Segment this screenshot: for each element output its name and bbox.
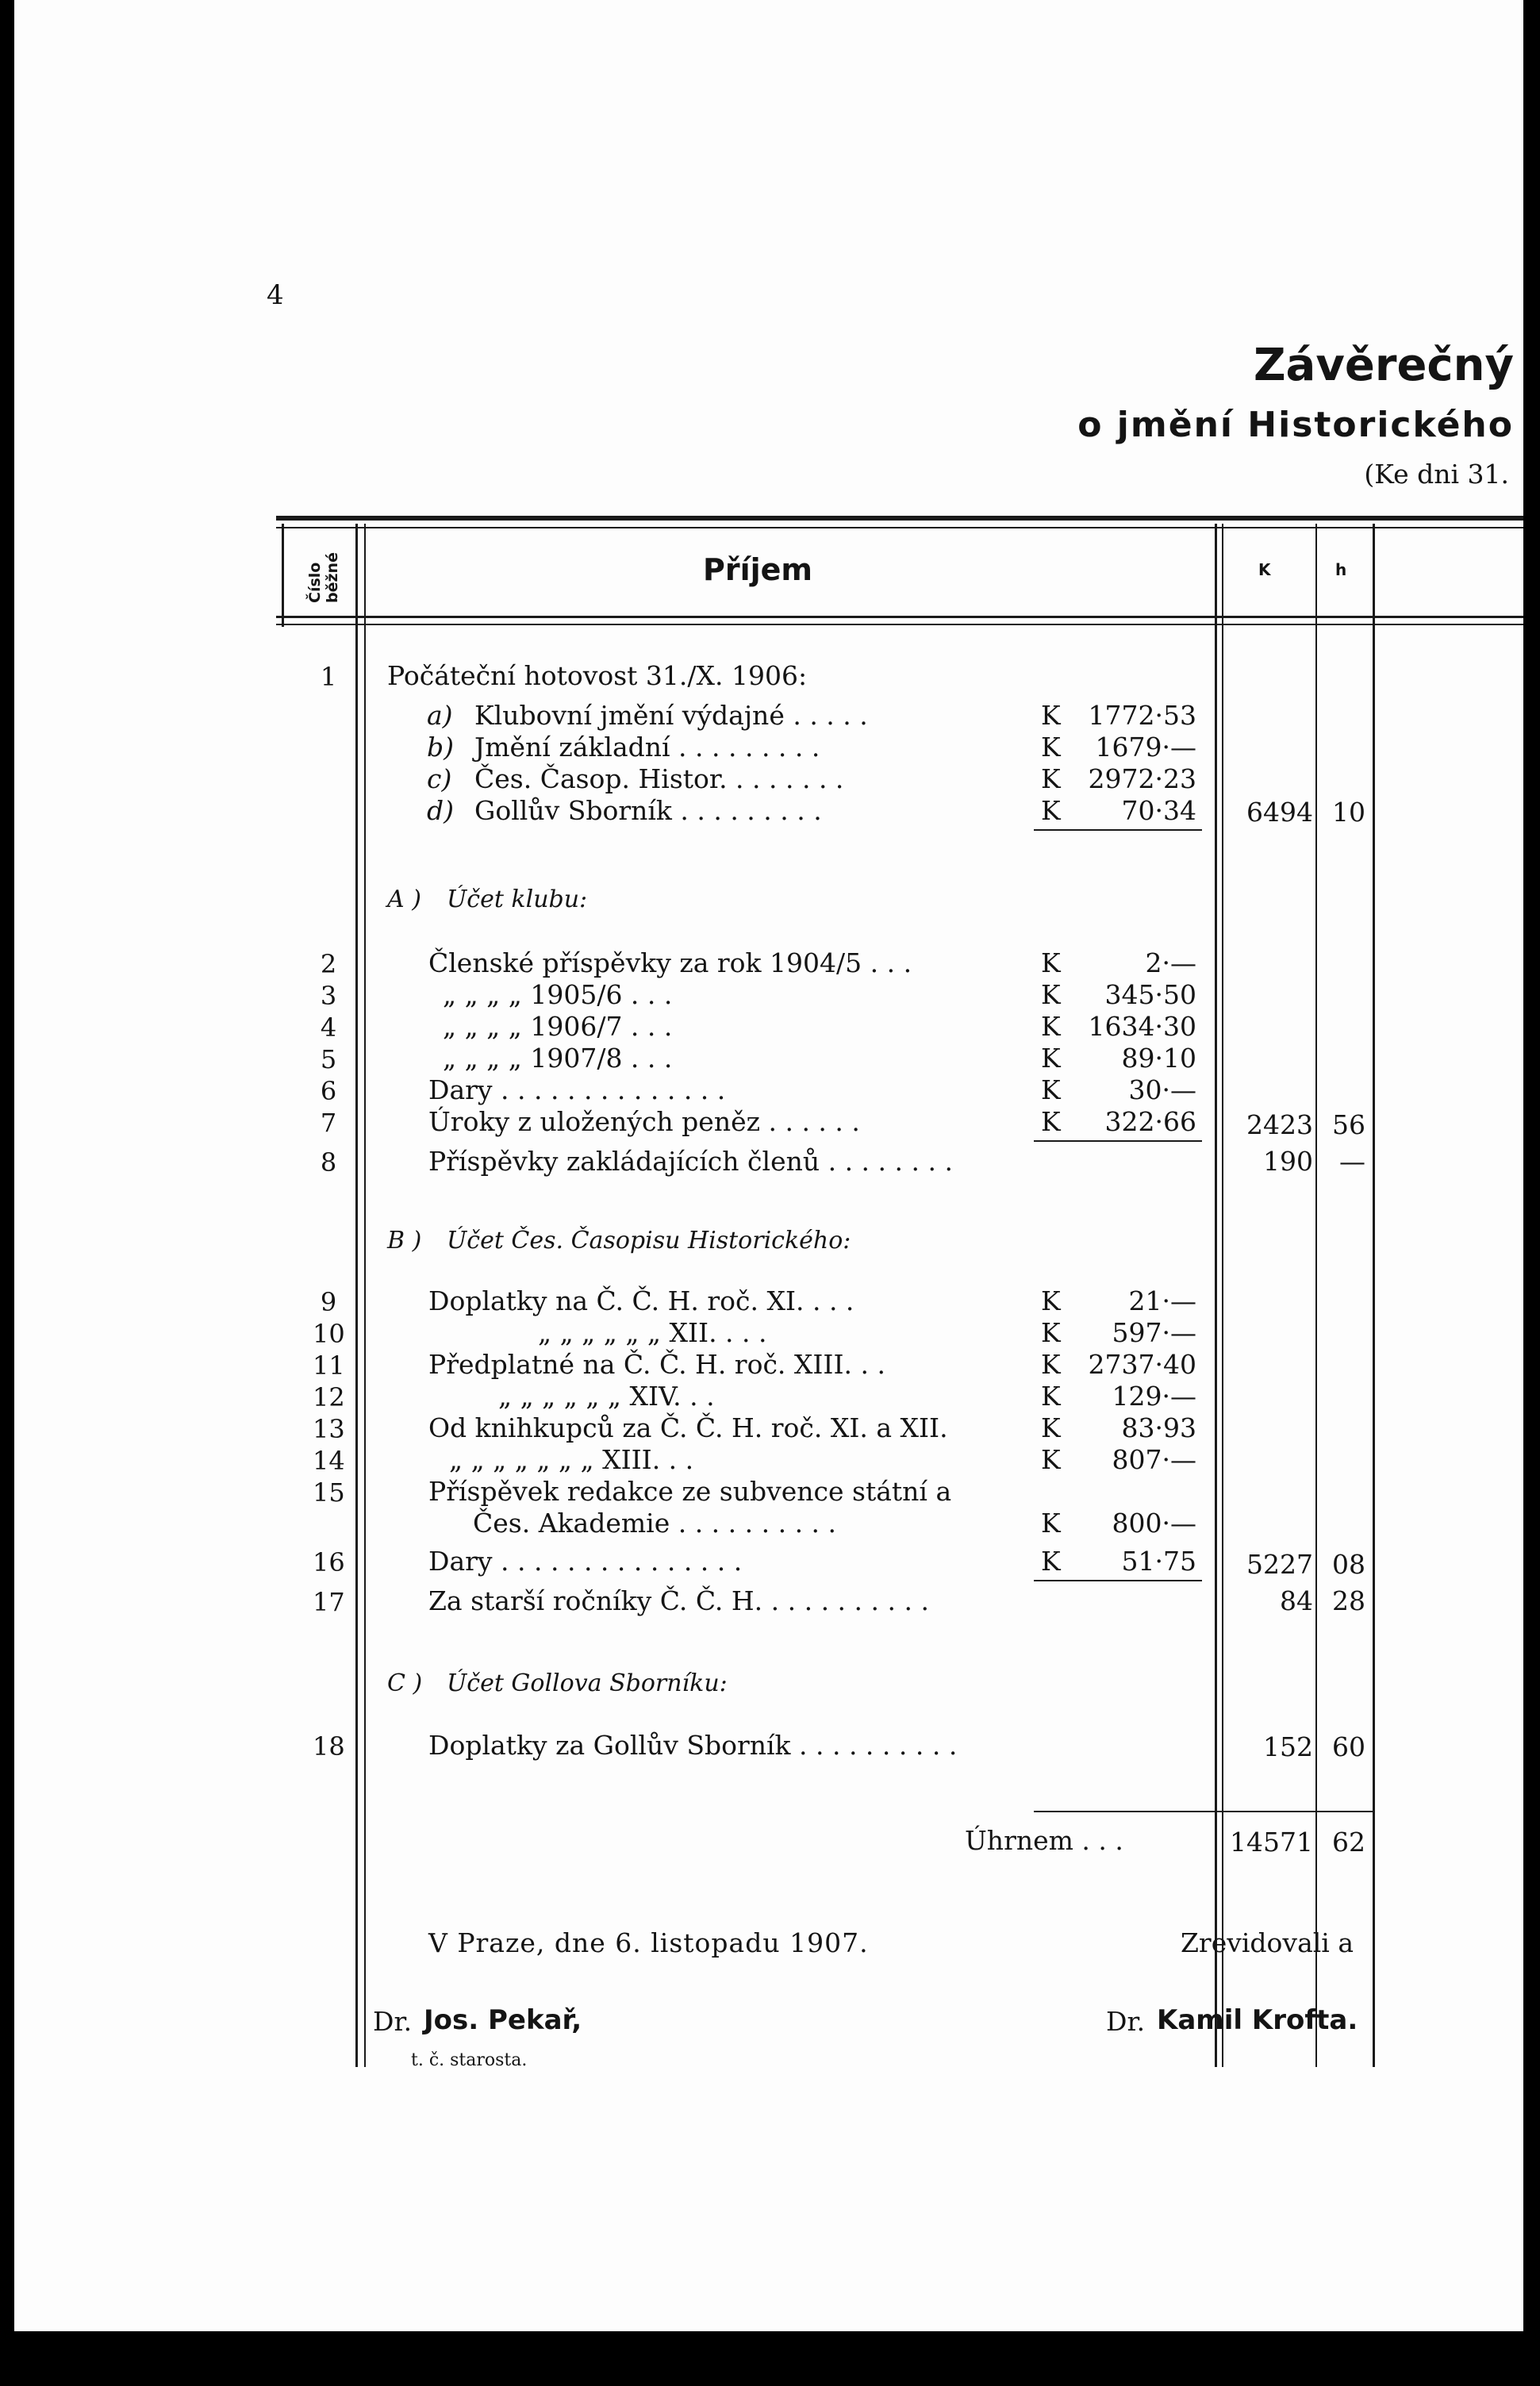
row-text: Doplatky na Č. Č. H. roč. XI. . . .	[428, 1285, 854, 1316]
row-amount: 345·50	[1104, 979, 1196, 1010]
page-subtitle: o jmění Historického	[1077, 405, 1514, 445]
opening-total-h: 10	[1332, 797, 1365, 828]
founders-h: —	[1339, 1146, 1365, 1177]
number-column-rule	[355, 524, 358, 2067]
item-tag: b)	[427, 732, 454, 763]
item-tag: c)	[427, 763, 452, 794]
reviewed-note: Zrevidovali a	[1181, 1927, 1354, 1958]
total-label: Úhrnem . . .	[965, 1825, 1123, 1856]
row-number: 12	[313, 1382, 345, 1412]
item-tag: d)	[427, 795, 454, 826]
subtotal-rule	[1034, 829, 1202, 831]
row-currency: K	[1041, 947, 1061, 978]
number-column-rule-thin	[364, 524, 366, 2067]
row-currency: K	[1041, 1317, 1061, 1348]
item-currency: K	[1041, 763, 1061, 794]
section-b-total-h: 08	[1332, 1549, 1365, 1580]
row-amount: 807·—	[1112, 1444, 1196, 1475]
header-k: K	[1258, 560, 1271, 579]
row-text: „ „ „ „ „ „ „ XIII. . .	[449, 1444, 694, 1475]
row-text: „ „ „ „ „ „ XII. . . .	[538, 1317, 767, 1348]
row-currency: K	[1041, 1412, 1061, 1443]
row-amount: 597·—	[1112, 1317, 1196, 1348]
section-a-tag: A )	[387, 886, 421, 913]
signer2-prefix: Dr.	[1106, 2006, 1146, 2037]
h-column-rule	[1315, 524, 1317, 2067]
grand-total-h: 62	[1332, 1827, 1365, 1858]
section-a-total-h: 56	[1332, 1109, 1365, 1140]
row-number: 8	[320, 1147, 337, 1178]
row-number: 2	[320, 949, 337, 979]
signer2-name: Kamil Krofta.	[1157, 2004, 1358, 2036]
row-amount: 129·—	[1112, 1381, 1196, 1412]
header-bottom-rule-thin	[276, 624, 1523, 625]
row-text: „ „ „ „ 1907/8 . . .	[443, 1043, 673, 1074]
row-text: Čes. Akademie . . . . . . . . . .	[473, 1508, 837, 1539]
section-c-tag: C )	[387, 1669, 423, 1697]
item-amount: 70·34	[1121, 795, 1196, 826]
header-income: Příjem	[703, 552, 813, 587]
row-currency: K	[1041, 1381, 1061, 1412]
subtotal-rule	[1034, 1580, 1202, 1581]
table-top-rule-thin	[276, 527, 1523, 528]
item-text: Klubovní jmění výdajné . . . . .	[474, 700, 868, 731]
row-currency: K	[1041, 1011, 1061, 1042]
header-h: h	[1335, 560, 1347, 579]
row-text: Příspěvek redakce ze subvence státní a	[428, 1476, 952, 1507]
row-currency: K	[1041, 1508, 1061, 1539]
row-number: 9	[320, 1287, 337, 1317]
row-amount: 83·93	[1121, 1412, 1196, 1443]
row-currency: K	[1041, 1546, 1061, 1577]
item-currency: K	[1041, 795, 1061, 826]
row-text: „ „ „ „ 1905/6 . . .	[443, 979, 673, 1010]
table-top-rule	[276, 516, 1523, 521]
grand-total-k: 14571	[1230, 1827, 1313, 1858]
row-number: 16	[313, 1547, 345, 1577]
subtotal-rule	[1034, 1140, 1202, 1142]
item-amount: 1772·53	[1088, 700, 1196, 731]
section-b-tag: B )	[387, 1227, 422, 1254]
place-date: V Praze, dne 6. listopadu 1907.	[428, 1927, 869, 1958]
header-number-label: Číslo běžné	[306, 552, 341, 603]
row-text: Dary . . . . . . . . . . . . . . .	[428, 1546, 743, 1577]
page-number: 4	[267, 279, 284, 311]
row-number: 4	[320, 1012, 337, 1043]
row-currency: K	[1041, 1285, 1061, 1316]
row-number: 5	[320, 1044, 337, 1074]
row-amount: 89·10	[1121, 1043, 1196, 1074]
older-h: 28	[1332, 1585, 1365, 1616]
row-text: „ „ „ „ „ „ XIV. . .	[498, 1381, 715, 1412]
founders-k: 190	[1263, 1146, 1313, 1177]
row-currency: K	[1041, 1444, 1061, 1475]
section-a-total-k: 2423	[1246, 1109, 1313, 1140]
row-amount: 322·66	[1104, 1106, 1196, 1137]
item-tag: a)	[427, 700, 453, 731]
row-text: „ „ „ „ 1906/7 . . .	[443, 1011, 673, 1042]
item-text: Gollův Sborník . . . . . . . . .	[474, 795, 822, 826]
row-amount: 2·—	[1145, 947, 1196, 978]
signer1-prefix: Dr.	[373, 2006, 413, 2037]
k-column-rule	[1215, 524, 1217, 2067]
section-a-title: Účet klubu:	[447, 886, 588, 913]
header-bottom-rule	[276, 616, 1523, 618]
right-border	[1373, 524, 1375, 2067]
row-currency: K	[1041, 979, 1061, 1010]
document-page	[14, 0, 1523, 2331]
left-border	[282, 524, 284, 627]
row-text: Dary . . . . . . . . . . . . . .	[428, 1074, 726, 1105]
signer1-name: Jos. Pekař,	[424, 2004, 582, 2036]
row-number: 14	[313, 1446, 345, 1476]
item-amount: 1679·—	[1095, 732, 1196, 763]
page-title: Závěrečný	[1253, 340, 1514, 391]
date-line: (Ke dni 31.	[1364, 459, 1509, 490]
opening-label: Počáteční hotovost 31./X. 1906:	[387, 660, 808, 691]
row-currency: K	[1041, 1349, 1061, 1380]
row-amount: 1634·30	[1088, 1011, 1196, 1042]
section-c-title: Účet Gollova Sborníku:	[447, 1669, 728, 1697]
row-number: 15	[313, 1477, 345, 1508]
row-number: 18	[313, 1731, 345, 1762]
item-currency: K	[1041, 700, 1061, 731]
item-text: Jmění základní . . . . . . . . .	[474, 732, 820, 763]
k-column-rule-thin	[1222, 524, 1223, 2067]
total-rule	[1034, 1811, 1375, 1812]
row-number: 11	[313, 1351, 345, 1381]
row-text: Členské příspěvky za rok 1904/5 . . .	[428, 947, 912, 978]
row-text: Doplatky za Gollův Sborník . . . . . . . . . .	[428, 1730, 958, 1761]
row-currency: K	[1041, 1074, 1061, 1105]
row-number: 7	[320, 1108, 337, 1138]
item-text: Čes. Časop. Histor. . . . . . . .	[474, 763, 844, 794]
item-amount: 2972·23	[1088, 763, 1196, 794]
section-c-h: 60	[1332, 1731, 1365, 1762]
row-currency: K	[1041, 1106, 1061, 1137]
row-text: Úroky z uložených peněz . . . . . .	[428, 1106, 860, 1137]
row-amount: 2737·40	[1088, 1349, 1196, 1380]
row-currency: K	[1041, 1043, 1061, 1074]
section-b-total-k: 5227	[1246, 1549, 1313, 1580]
row-amount: 21·—	[1128, 1285, 1196, 1316]
row-number: 10	[313, 1319, 345, 1349]
row-number: 6	[320, 1076, 337, 1106]
older-k: 84	[1280, 1585, 1313, 1616]
row-amount: 30·—	[1128, 1074, 1196, 1105]
row-amount: 800·—	[1112, 1508, 1196, 1539]
row-text: Od knihkupců za Č. Č. H. roč. XI. a XII.	[428, 1412, 948, 1443]
section-c-k: 152	[1263, 1731, 1313, 1762]
row-number: 17	[313, 1587, 345, 1617]
row-number: 3	[320, 981, 337, 1011]
section-b-title: Účet Čes. Časopisu Historického:	[447, 1227, 851, 1254]
row-amount: 51·75	[1121, 1546, 1196, 1577]
signer1-role: t. č. starosta.	[411, 2050, 528, 2070]
row-number: 13	[313, 1414, 345, 1444]
row-number: 1	[320, 662, 337, 692]
opening-total-k: 6494	[1246, 797, 1313, 828]
row-text: Příspěvky zakládajících členů . . . . . . . .	[428, 1146, 953, 1177]
row-text: Za starší ročníky Č. Č. H. . . . . . . . . . .	[428, 1585, 929, 1616]
row-text: Předplatné na Č. Č. H. roč. XIII. . .	[428, 1349, 885, 1380]
item-currency: K	[1041, 732, 1061, 763]
